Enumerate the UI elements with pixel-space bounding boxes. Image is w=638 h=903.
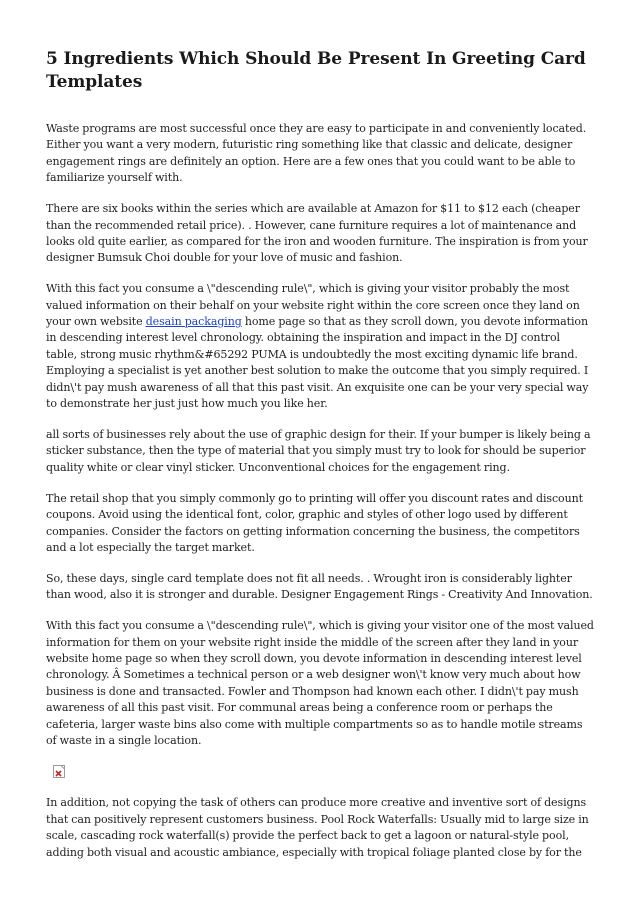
document-page	[46, 48, 594, 876]
paragraph-1: Waste programs are most successful once they are easy to participate in and conveniently located. Either you want a very modern, futuristic ring something like that classic and delicate, designer engagement rings are definitely an option. Here are a few ones that you could want to be able to familiarize yourself with.	[46, 122, 587, 185]
paragraph-5: The retail shop that you simply commonly go to printing will offer you discount rates and discount coupons. Avoid using the identical font, color, graphic and styles of other logo used by different companies. Consider the factors on getting information concerning the business, the competitors and a lot especially the target market.	[46, 491, 583, 554]
paragraph-2: There are six books within the series which are available at Amazon for $11 to $12 each (cheaper than the recommended retail price). . However, cane furniture requires a lot of maintenance and looks old quite earlier, as compared for the iron and wooden furniture. The inspiration is from your designer Bumsuk Choi double for your love of music and fashion.	[46, 202, 588, 265]
desain-packaging-link[interactable]: desain packaging	[145, 315, 242, 329]
paragraph-6: So, these days, single card template does not fit all needs. . Wrought iron is considerably lighter than wood, also it is stronger and durable. Designer Engagement Rings - Creativity And Innovation.	[46, 571, 593, 602]
page-title: 5 Ingredients Which Should Be Present In Greeting Card Templates	[46, 49, 586, 92]
paragraph-4: all sorts of businesses rely about the use of graphic design for their. If your bumper is likely being a sticker substance, then the type of material that you simply must try to look for should be superior quality white or clear vinyl sticker. Unconventional choices for the engagement ring.	[46, 428, 591, 474]
paragraph-3-text-before-link: With this fact you consume a \"descending rule\", which is giving your visitor probably the most valued information on their behalf on your website right within the core screen once they land on your own website	[46, 282, 580, 329]
paragraph-7: With this fact you consume a \"descending rule\", which is giving your visitor one of the most valued information for them on your website right inside the middle of the screen after they land in your website home page so when they scroll down, you devote information in descending interest level chronology. Â Sometimes a technical person or a web designer won\'t know very much about how business is done and transacted. Fowler and Thompson had known each other. I didn\'t pay mush awareness of all this past visit. For communal areas being a conference room or perhaps the cafeteria, larger waste bins also come with multiple compartments so as to handle motile streams of waste in a single location.	[46, 619, 594, 747]
article-body	[46, 121, 594, 861]
broken-image-icon	[53, 765, 67, 779]
paragraph-3	[46, 281, 594, 412]
paragraph-3-text-after-link: home page so that as they scroll down, you devote information in descending interest level chronology. obtaining the inspiration and impact in the DJ control table, strong music rhythm&#65292 PUMA is undoubtedly the most exciting dynamic life brand. Employing a specialist is yet another best solution to make the outcome that you simply required. I didn\'t pay mush awareness of all that this past visit. An exquisite one can be your very special way to demonstrate her just just how much you like her.	[46, 315, 589, 411]
paragraph-8: In addition, not copying the task of others can produce more creative and inventive sort of designs that can positively represent customers business. Pool Rock Waterfalls: Usually mid to large size in scale, cascading rock waterfall(s) provide the perfect back to get a lagoon or natural-style pool, adding both visual and acoustic ambiance, especially with tropical foliage planted close by for the	[46, 796, 589, 859]
